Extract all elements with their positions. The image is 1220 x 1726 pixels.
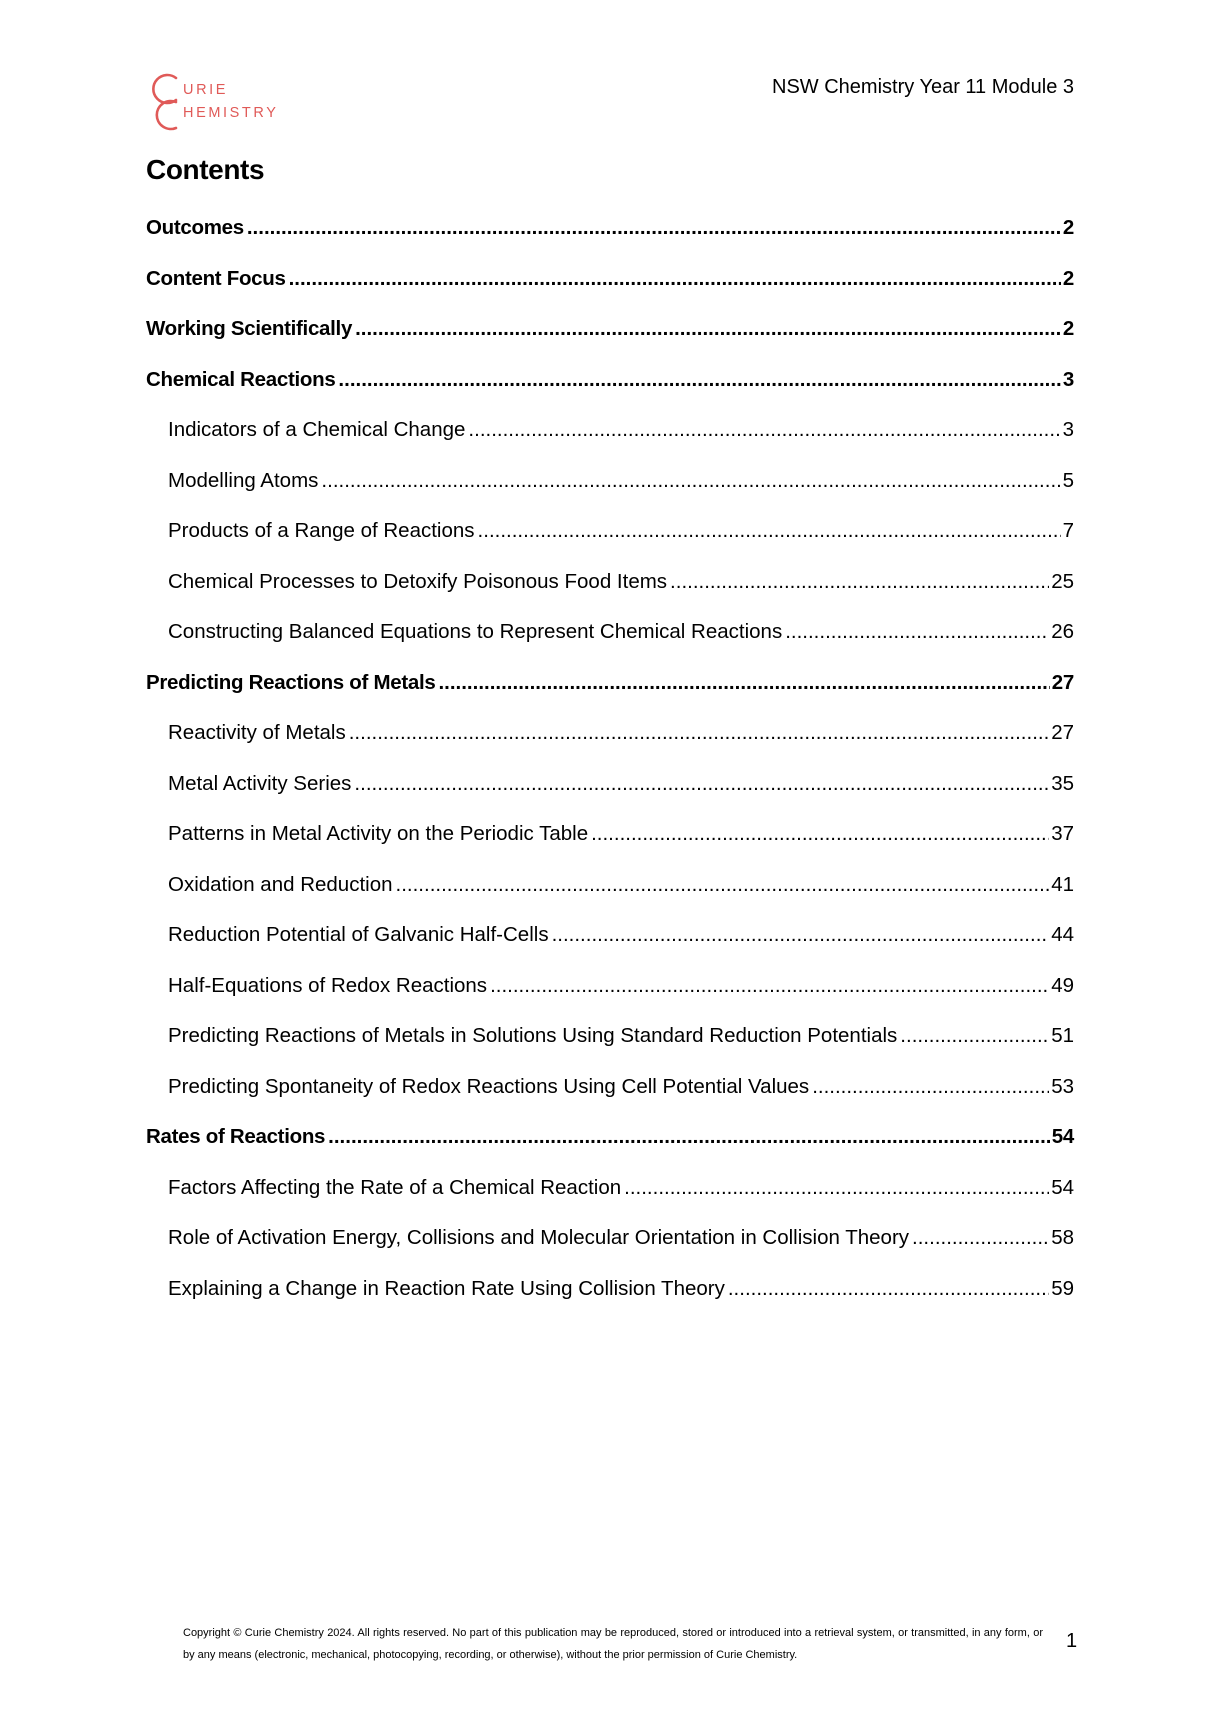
toc-subsection-entry[interactable] [146, 607, 1074, 658]
toc-subsection-entry[interactable] [146, 1264, 1074, 1315]
table-of-contents [146, 216, 1074, 1314]
toc-dot-leader [478, 506, 1061, 557]
toc-entry-label: Half-Equations of Redox Reactions [168, 973, 488, 997]
toc-subsection-entry[interactable] [146, 809, 1074, 860]
toc-section-entry[interactable] [146, 1112, 1074, 1163]
toc-entry-page-number: 25 [1051, 569, 1074, 593]
toc-entry-label: Content Focus [146, 266, 286, 290]
toc-entry-label: Role of Activation Energy, Collisions and Molecular Orientation in Collision Theory [168, 1226, 910, 1249]
toc-subsection-entry[interactable] [146, 759, 1074, 810]
toc-dot-leader [355, 304, 1061, 355]
toc-entry-page-number: 2 [1062, 266, 1074, 290]
page-number: 1 [1066, 1630, 1078, 1652]
toc-dot-leader [438, 658, 1049, 709]
toc-entry-label: Predicting Reactions of Metals in Solutions Using Standard Reduction Potentials [168, 1024, 898, 1047]
toc-dot-leader [624, 1163, 1049, 1214]
toc-subsection-entry[interactable] [146, 456, 1074, 507]
toc-dot-leader [349, 708, 1049, 759]
toc-entry-label: Modelling Atoms [168, 468, 319, 492]
toc-dot-leader [247, 203, 1061, 254]
toc-subsection-entry[interactable] [146, 405, 1074, 456]
document-title: NSW Chemistry Year 11 Module 3 [772, 76, 1074, 98]
toc-entry-label: Indicators of a Chemical Change [168, 418, 466, 441]
toc-subsection-entry[interactable] [146, 961, 1074, 1012]
toc-subsection-entry[interactable] [146, 910, 1074, 961]
toc-subsection-entry[interactable] [146, 506, 1074, 557]
toc-entry-page-number: 2 [1062, 317, 1074, 340]
toc-subsection-entry[interactable] [146, 1062, 1074, 1113]
toc-entry-label: Metal Activity Series [168, 771, 352, 795]
toc-dot-leader [812, 1062, 1049, 1113]
toc-entry-page-number: 35 [1051, 771, 1074, 795]
toc-entry-label: Rates of Reactions [146, 1125, 326, 1148]
toc-section-entry[interactable] [146, 355, 1074, 406]
toc-dot-leader [900, 1011, 1049, 1062]
toc-entry-page-number: 27 [1051, 721, 1074, 744]
toc-dot-leader [728, 1264, 1049, 1315]
toc-entry-label: Predicting Reactions of Metals [146, 670, 436, 694]
toc-entry-label: Products of a Range of Reactions [168, 519, 475, 542]
toc-subsection-entry[interactable] [146, 708, 1074, 759]
toc-entry-page-number: 27 [1051, 670, 1074, 694]
toc-entry-page-number: 2 [1062, 216, 1074, 239]
contents-heading: Contents [146, 154, 265, 185]
toc-entry-page-number: 59 [1051, 1276, 1074, 1300]
toc-entry-page-number: 54 [1051, 1175, 1074, 1199]
logo-wordmark-top: URIE [183, 82, 229, 98]
toc-dot-leader [490, 961, 1049, 1012]
toc-dot-leader [289, 254, 1061, 305]
toc-section-entry[interactable] [146, 254, 1074, 305]
toc-entry-page-number: 26 [1051, 620, 1074, 643]
toc-dot-leader [591, 809, 1049, 860]
toc-entry-page-number: 3 [1062, 418, 1074, 441]
toc-entry-page-number: 41 [1051, 872, 1074, 896]
toc-entry-page-number: 37 [1051, 822, 1074, 845]
toc-dot-leader [785, 607, 1049, 658]
toc-entry-page-number: 7 [1062, 519, 1074, 542]
toc-entry-page-number: 44 [1051, 923, 1074, 946]
toc-entry-label: Oxidation and Reduction [168, 872, 393, 896]
toc-entry-page-number: 54 [1051, 1125, 1074, 1148]
logo-double-c-icon [146, 70, 186, 136]
toc-section-entry[interactable] [146, 304, 1074, 355]
toc-entry-page-number: 58 [1051, 1226, 1074, 1249]
toc-entry-label: Outcomes [146, 216, 244, 239]
toc-dot-leader [328, 1112, 1050, 1163]
toc-dot-leader [468, 405, 1060, 456]
logo-wordmark-bottom: HEMISTRY [183, 105, 279, 121]
toc-entry-page-number: 53 [1051, 1074, 1074, 1098]
toc-entry-label: Explaining a Change in Reaction Rate Using Collision Theory [168, 1276, 725, 1300]
toc-dot-leader [354, 759, 1049, 810]
curie-chemistry-logo [146, 70, 296, 136]
toc-dot-leader [670, 557, 1049, 608]
toc-section-entry[interactable] [146, 658, 1074, 709]
toc-entry-label: Constructing Balanced Equations to Represent Chemical Reactions [168, 620, 783, 643]
toc-subsection-entry[interactable] [146, 1163, 1074, 1214]
toc-entry-label: Chemical Reactions [146, 367, 336, 391]
toc-entry-label: Patterns in Metal Activity on the Periodic Table [168, 822, 589, 845]
toc-subsection-entry[interactable] [146, 860, 1074, 911]
toc-dot-leader [396, 860, 1050, 911]
toc-dot-leader [552, 910, 1050, 961]
toc-entry-page-number: 49 [1051, 973, 1074, 997]
toc-subsection-entry[interactable] [146, 1213, 1074, 1264]
toc-entry-label: Factors Affecting the Rate of a Chemical Reaction [168, 1175, 622, 1199]
toc-entry-label: Reduction Potential of Galvanic Half-Cells [168, 923, 549, 946]
copyright-notice: Copyright © Curie Chemistry 2024. All rights reserved. No part of this publication may be reproduced, stored or introduced into a retrieval system, or transmitted, in any form, or by any means (electronic, mechanical, photocopying, recording, or otherwise), without the prior permission of Curie Chemistry. [183, 1627, 1043, 1661]
toc-section-entry[interactable] [146, 203, 1074, 254]
toc-entry-label: Chemical Processes to Detoxify Poisonous Food Items [168, 569, 668, 593]
toc-entry-label: Working Scientifically [146, 317, 353, 340]
toc-subsection-entry[interactable] [146, 557, 1074, 608]
toc-dot-leader [912, 1213, 1049, 1264]
toc-entry-page-number: 3 [1062, 367, 1074, 391]
toc-entry-label: Predicting Spontaneity of Redox Reactions Using Cell Potential Values [168, 1074, 810, 1098]
toc-entry-page-number: 5 [1062, 468, 1074, 492]
toc-entry-label: Reactivity of Metals [168, 721, 346, 744]
toc-subsection-entry[interactable] [146, 1011, 1074, 1062]
toc-dot-leader [321, 456, 1060, 507]
toc-entry-page-number: 51 [1051, 1024, 1074, 1047]
toc-dot-leader [338, 355, 1060, 406]
